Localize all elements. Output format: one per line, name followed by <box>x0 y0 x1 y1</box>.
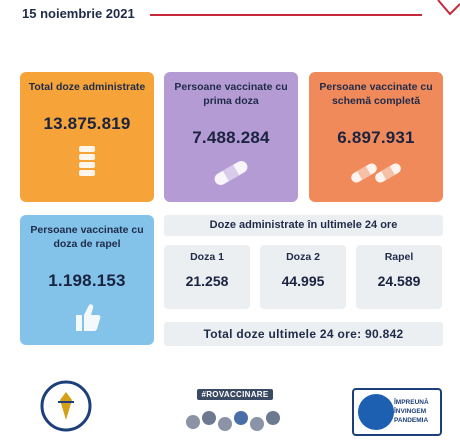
vials-icon <box>76 144 98 178</box>
report-date: 15 noiembrie 2021 <box>22 6 135 21</box>
card-booster-dose <box>20 215 154 345</box>
campaign-text: ÎMPREUNĂ ÎNVINGEM PANDEMIA <box>394 399 429 424</box>
cncav-emblem-icon <box>358 394 394 430</box>
booster-value: 24.589 <box>377 273 421 289</box>
rovaccinare-block <box>180 384 290 436</box>
institutions-icon <box>183 406 287 436</box>
card-first-value: 7.488.284 <box>192 128 270 147</box>
dose2-label: Doza 2 <box>286 251 320 263</box>
card-total-value: 13.875.819 <box>43 114 131 133</box>
dose1-label: Doza 1 <box>190 251 224 263</box>
booster-box <box>356 245 442 309</box>
booster-label: Rapel <box>384 251 414 263</box>
dose2-value: 44.995 <box>281 273 325 289</box>
card-full-title: Persoane vaccinate cu schemă completă <box>319 81 433 107</box>
dose1-box <box>164 245 250 309</box>
card-booster-title: Persoane vaccinate cu doza de rapel <box>30 224 144 250</box>
dose2-box <box>260 245 346 309</box>
total-last-24h: Total doze ultimele 24 ore: 90.842 <box>164 322 443 346</box>
card-full-scheme <box>309 72 443 202</box>
card-total-title: Total doze administrate <box>28 81 146 93</box>
thumbs-up-icon <box>72 301 102 333</box>
card-full-value: 6.897.931 <box>337 128 415 147</box>
rovaccinare-hashtag: #ROVACCINARE <box>197 389 272 400</box>
last-24h-title: Doze administrate în ultimele 24 ore <box>164 215 443 236</box>
card-first-dose <box>164 72 298 202</box>
corner-decoration <box>420 0 460 20</box>
campaign-logo <box>352 388 442 436</box>
last-24h-panel <box>164 215 443 345</box>
bandage-icon <box>209 158 253 188</box>
two-bandages-icon <box>348 158 404 188</box>
dose1-value: 21.258 <box>185 273 229 289</box>
government-logo <box>36 380 96 432</box>
card-booster-value: 1.198.153 <box>48 271 126 290</box>
header-divider <box>150 14 422 16</box>
card-first-title: Persoane vaccinate cu prima doza <box>174 81 288 107</box>
card-total-doses <box>20 72 154 202</box>
